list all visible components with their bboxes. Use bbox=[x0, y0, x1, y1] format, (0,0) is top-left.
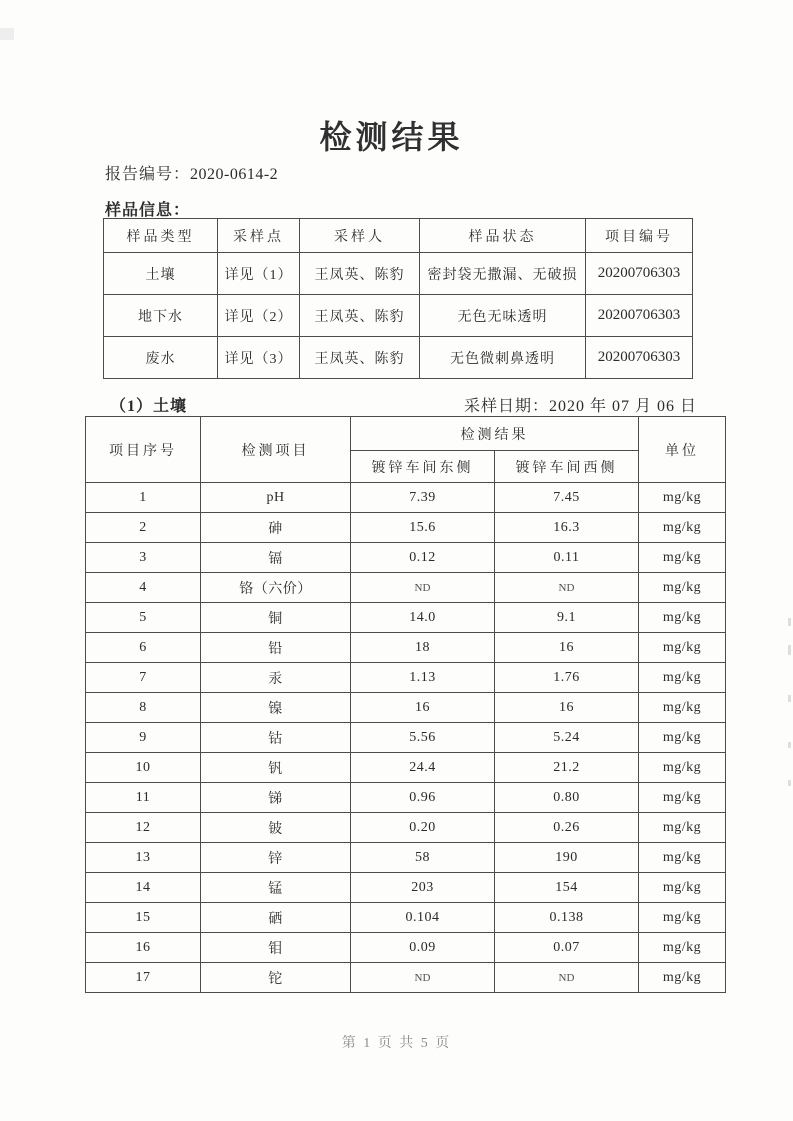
value-east-cell: 0.20 bbox=[351, 813, 495, 843]
table-row bbox=[86, 663, 726, 693]
scan-artifact bbox=[788, 742, 791, 748]
table-row bbox=[104, 337, 693, 379]
item-name-cell: 铬（六价） bbox=[201, 573, 351, 603]
unit-cell: mg/kg bbox=[639, 633, 726, 663]
table-row bbox=[86, 843, 726, 873]
unit-cell: mg/kg bbox=[639, 603, 726, 633]
item-name-cell: 镉 bbox=[201, 543, 351, 573]
result-table bbox=[85, 416, 726, 993]
page-footer: 第 1 页 共 5 页 bbox=[341, 1036, 452, 1051]
value-west-cell: 190 bbox=[495, 843, 639, 873]
item-no-cell: 16 bbox=[86, 933, 201, 963]
sampling-point-cell: 详见（1） bbox=[218, 253, 300, 295]
result-table-body bbox=[86, 483, 726, 993]
col-sample-type: 样品类型 bbox=[104, 219, 218, 253]
item-no-cell: 10 bbox=[86, 753, 201, 783]
unit-cell: mg/kg bbox=[639, 723, 726, 753]
item-no-cell: 11 bbox=[86, 783, 201, 813]
sampling-date: 采样日期：2020 年 07 月 06 日 bbox=[463, 398, 697, 415]
table-row bbox=[86, 513, 726, 543]
item-name-cell: 硒 bbox=[201, 903, 351, 933]
table-row bbox=[86, 693, 726, 723]
sample-info-table bbox=[103, 218, 693, 379]
unit-cell: mg/kg bbox=[639, 903, 726, 933]
value-east-cell: 58 bbox=[351, 843, 495, 873]
table-row bbox=[86, 633, 726, 663]
sample-status-cell: 无色微刺鼻透明 bbox=[420, 337, 586, 379]
table-row bbox=[86, 783, 726, 813]
project-no-cell: 20200706303 bbox=[586, 337, 693, 379]
section-header-line bbox=[85, 393, 725, 416]
value-west-cell: 1.76 bbox=[495, 663, 639, 693]
project-no-cell: 20200706303 bbox=[586, 253, 693, 295]
unit-cell: mg/kg bbox=[639, 933, 726, 963]
value-west-cell: 16 bbox=[495, 693, 639, 723]
item-no-cell: 13 bbox=[86, 843, 201, 873]
item-no-cell: 8 bbox=[86, 693, 201, 723]
value-west-cell: 21.2 bbox=[495, 753, 639, 783]
sampling-point-cell: 详见（2） bbox=[218, 295, 300, 337]
item-no-cell: 2 bbox=[86, 513, 201, 543]
table-row bbox=[86, 543, 726, 573]
col-unit: 单位 bbox=[639, 417, 726, 483]
value-east-cell: 15.6 bbox=[351, 513, 495, 543]
table-row bbox=[86, 723, 726, 753]
table-row bbox=[86, 573, 726, 603]
unit-cell: mg/kg bbox=[639, 813, 726, 843]
unit-cell: mg/kg bbox=[639, 513, 726, 543]
item-name-cell: 锰 bbox=[201, 873, 351, 903]
item-name-cell: 汞 bbox=[201, 663, 351, 693]
col-west-side: 镀锌车间西侧 bbox=[495, 451, 639, 483]
unit-cell: mg/kg bbox=[639, 573, 726, 603]
value-east-cell: 203 bbox=[351, 873, 495, 903]
unit-cell: mg/kg bbox=[639, 753, 726, 783]
col-sampling-point: 采样点 bbox=[218, 219, 300, 253]
value-east-cell: 0.104 bbox=[351, 903, 495, 933]
col-item-no: 项目序号 bbox=[86, 417, 201, 483]
sampler-cell: 王凤英、陈豹 bbox=[300, 337, 420, 379]
item-no-cell: 15 bbox=[86, 903, 201, 933]
unit-cell: mg/kg bbox=[639, 963, 726, 993]
value-east-cell: 0.09 bbox=[351, 933, 495, 963]
sampler-cell: 王凤英、陈豹 bbox=[300, 253, 420, 295]
sample-type-cell: 废水 bbox=[104, 337, 218, 379]
sample-table-body bbox=[104, 253, 693, 379]
value-east-cell: ND bbox=[351, 573, 495, 603]
item-name-cell: pH bbox=[201, 483, 351, 513]
table-row bbox=[86, 603, 726, 633]
unit-cell: mg/kg bbox=[639, 483, 726, 513]
table-row bbox=[86, 813, 726, 843]
project-no-cell: 20200706303 bbox=[586, 295, 693, 337]
col-result-group: 检测结果 bbox=[351, 417, 639, 451]
item-name-cell: 锌 bbox=[201, 843, 351, 873]
value-east-cell: 24.4 bbox=[351, 753, 495, 783]
value-east-cell: ND bbox=[351, 963, 495, 993]
sample-status-cell: 密封袋无撒漏、无破损 bbox=[420, 253, 586, 295]
item-name-cell: 铍 bbox=[201, 813, 351, 843]
value-west-cell: 0.80 bbox=[495, 783, 639, 813]
value-east-cell: 1.13 bbox=[351, 663, 495, 693]
sample-table-header-row bbox=[104, 219, 693, 253]
unit-cell: mg/kg bbox=[639, 783, 726, 813]
value-east-cell: 14.0 bbox=[351, 603, 495, 633]
table-row bbox=[104, 253, 693, 295]
sample-status-cell: 无色无味透明 bbox=[420, 295, 586, 337]
item-no-cell: 12 bbox=[86, 813, 201, 843]
item-name-cell: 锑 bbox=[201, 783, 351, 813]
item-no-cell: 9 bbox=[86, 723, 201, 753]
sample-type-cell: 地下水 bbox=[104, 295, 218, 337]
value-west-cell: ND bbox=[495, 573, 639, 603]
value-west-cell: 7.45 bbox=[495, 483, 639, 513]
item-name-cell: 钴 bbox=[201, 723, 351, 753]
col-project-no: 项目编号 bbox=[586, 219, 693, 253]
value-east-cell: 18 bbox=[351, 633, 495, 663]
item-name-cell: 铅 bbox=[201, 633, 351, 663]
item-no-cell: 3 bbox=[86, 543, 201, 573]
col-test-item: 检测项目 bbox=[201, 417, 351, 483]
sample-type-cell: 土壤 bbox=[104, 253, 218, 295]
value-west-cell: 0.11 bbox=[495, 543, 639, 573]
value-east-cell: 16 bbox=[351, 693, 495, 723]
unit-cell: mg/kg bbox=[639, 663, 726, 693]
report-number-label: 报告编号： bbox=[105, 166, 191, 183]
unit-cell: mg/kg bbox=[639, 543, 726, 573]
scan-artifact bbox=[0, 28, 14, 40]
item-no-cell: 4 bbox=[86, 573, 201, 603]
report-number-line bbox=[105, 161, 278, 184]
value-west-cell: 154 bbox=[495, 873, 639, 903]
value-west-cell: 16.3 bbox=[495, 513, 639, 543]
value-west-cell: 5.24 bbox=[495, 723, 639, 753]
scan-artifact bbox=[788, 695, 791, 702]
sampler-cell: 王凤英、陈豹 bbox=[300, 295, 420, 337]
value-west-cell: 0.07 bbox=[495, 933, 639, 963]
value-west-cell: 16 bbox=[495, 633, 639, 663]
value-east-cell: 7.39 bbox=[351, 483, 495, 513]
item-name-cell: 钼 bbox=[201, 933, 351, 963]
item-no-cell: 7 bbox=[86, 663, 201, 693]
item-name-cell: 铊 bbox=[201, 963, 351, 993]
table-row bbox=[86, 933, 726, 963]
item-name-cell: 铜 bbox=[201, 603, 351, 633]
col-sampler: 采样人 bbox=[300, 219, 420, 253]
table-row bbox=[86, 753, 726, 783]
table-row bbox=[86, 873, 726, 903]
value-east-cell: 0.96 bbox=[351, 783, 495, 813]
value-east-cell: 5.56 bbox=[351, 723, 495, 753]
value-west-cell: 0.26 bbox=[495, 813, 639, 843]
item-no-cell: 6 bbox=[86, 633, 201, 663]
table-row bbox=[86, 483, 726, 513]
unit-cell: mg/kg bbox=[639, 693, 726, 723]
item-no-cell: 14 bbox=[86, 873, 201, 903]
result-table-header-row-1 bbox=[86, 417, 726, 451]
unit-cell: mg/kg bbox=[639, 873, 726, 903]
report-number-value: 2020-0614-2 bbox=[190, 166, 279, 183]
table-row bbox=[104, 295, 693, 337]
sampling-point-cell: 详见（3） bbox=[218, 337, 300, 379]
value-west-cell: 0.138 bbox=[495, 903, 639, 933]
table-row bbox=[86, 963, 726, 993]
value-west-cell: 9.1 bbox=[495, 603, 639, 633]
item-name-cell: 砷 bbox=[201, 513, 351, 543]
col-east-side: 镀锌车间东侧 bbox=[351, 451, 495, 483]
table-row bbox=[86, 903, 726, 933]
value-west-cell: ND bbox=[495, 963, 639, 993]
value-east-cell: 0.12 bbox=[351, 543, 495, 573]
item-name-cell: 钒 bbox=[201, 753, 351, 783]
scan-artifact bbox=[788, 645, 791, 655]
sample-info-heading: 样品信息： bbox=[105, 202, 191, 219]
section-label: （1）土壤 bbox=[110, 398, 188, 415]
item-no-cell: 1 bbox=[86, 483, 201, 513]
unit-cell: mg/kg bbox=[639, 843, 726, 873]
item-name-cell: 镍 bbox=[201, 693, 351, 723]
col-sample-status: 样品状态 bbox=[420, 219, 586, 253]
scan-artifact bbox=[788, 780, 791, 786]
scan-artifact bbox=[788, 618, 791, 626]
item-no-cell: 5 bbox=[86, 603, 201, 633]
item-no-cell: 17 bbox=[86, 963, 201, 993]
page-title: 检测结果 bbox=[319, 119, 464, 155]
